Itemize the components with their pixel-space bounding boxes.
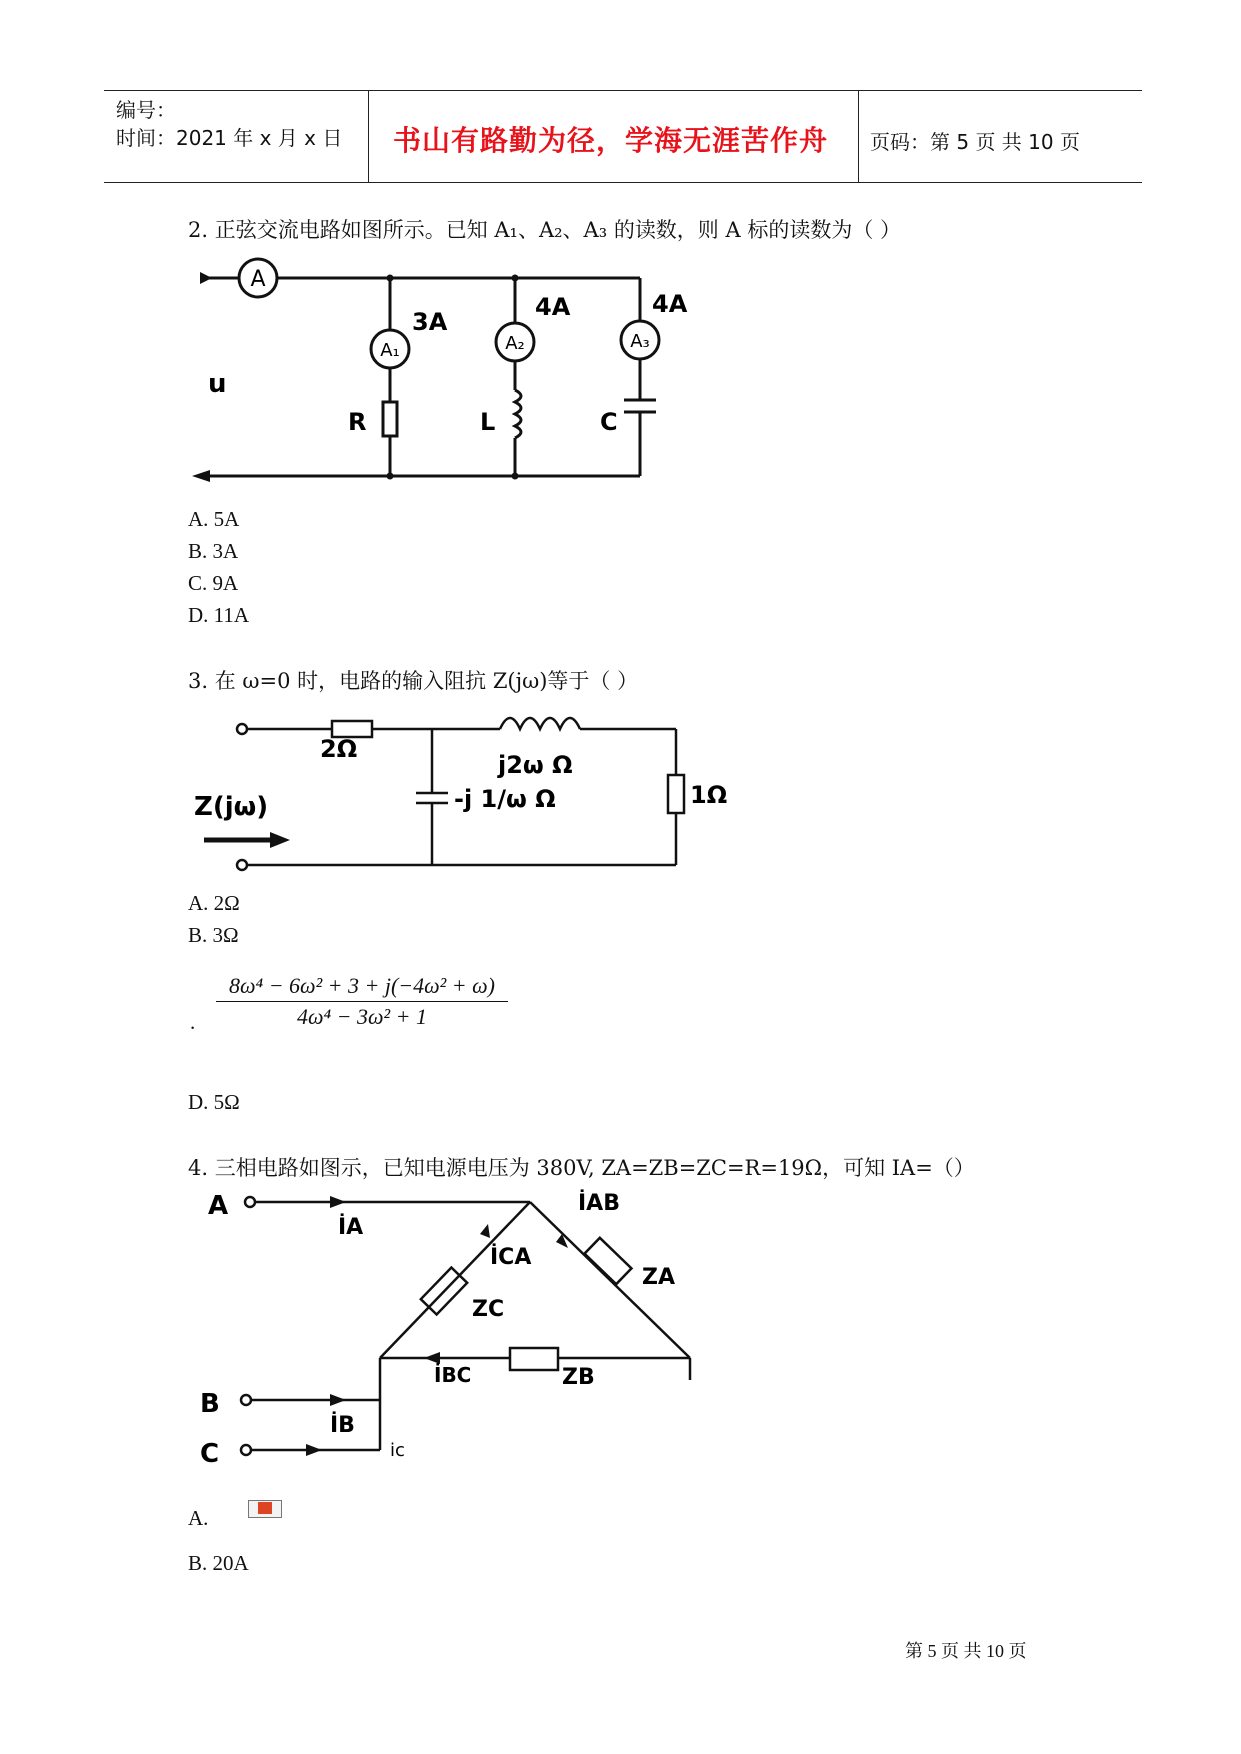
current-ibc-label: İBC (434, 1363, 472, 1387)
q3-option-b: B. 3Ω (188, 923, 239, 947)
capacitor-impedance-label: -j 1/ω Ω (454, 785, 556, 813)
broken-image-icon (248, 1500, 282, 1518)
current-ic-label: ic (390, 1440, 405, 1461)
resistor-label: R (348, 408, 367, 436)
q3-option-c-fraction (216, 973, 508, 1030)
inductor-label: L (480, 408, 496, 436)
fraction-denominator: 4ω⁴ − 3ω² + 1 (296, 1004, 427, 1029)
question-3-stem: 3. 在 ω=0 时，电路的输入阻抗 Z(jω)等于（ ） (188, 669, 639, 693)
q3-option-c-marker: . (190, 1010, 196, 1034)
impedance-za-label: ZA (642, 1265, 675, 1290)
ammeter-a2-label: A₂ (505, 333, 525, 354)
a1-reading: 3A (412, 308, 448, 336)
q3-option-a: A. 2Ω (188, 891, 240, 915)
current-ia-label: İA (338, 1215, 364, 1240)
current-ica-label: İCA (490, 1245, 532, 1270)
question-4-stem: 4. 三相电路如图示，已知电源电压为 380V, ZA=ZB=ZC=R=19Ω，可知 IA=（） (188, 1156, 975, 1180)
ammeter-a1-label: A₁ (380, 340, 400, 361)
impedance-zb-label: ZB (562, 1365, 595, 1390)
phase-a-label: A (208, 1191, 229, 1221)
question-3-circuit-diagram (190, 695, 750, 885)
header-top-rule (104, 90, 1142, 91)
header-divider-right (858, 90, 859, 182)
source-label: u (208, 369, 227, 399)
inductor-impedance-label: j2ω Ω (498, 751, 573, 779)
question-2-stem: 2. 正弦交流电路如图所示。已知 A₁、A₂、A₃ 的读数，则 A 标的读数为（ ） (188, 218, 902, 242)
q2-option-a: A. 5A (188, 507, 240, 531)
phase-b-label: B (200, 1389, 220, 1419)
a2-reading: 4A (535, 293, 571, 321)
header-divider-left (368, 90, 369, 182)
header-bottom-rule (104, 182, 1142, 183)
input-terminal-arrow-icon (192, 470, 210, 482)
page-code: 页码：第 5 页 共 10 页 (870, 130, 1080, 154)
resistor-2ohm-label: 2Ω (320, 735, 358, 763)
header-motto: 书山有路勤为径，学海无涯苦作舟 (393, 124, 829, 157)
q2-option-d: D. 11A (188, 603, 250, 627)
a3-reading: 4A (652, 290, 688, 318)
q2-option-c: C. 9A (188, 571, 239, 595)
q4-option-a-label: A. (188, 1506, 209, 1530)
capacitor-label: C (600, 408, 618, 436)
ammeter-a-label: A (250, 267, 266, 292)
document-number-label: 编号： (116, 98, 176, 122)
resistor-1ohm-label: 1Ω (690, 781, 728, 809)
question-4-circuit-diagram (190, 1180, 730, 1470)
document-date: 时间：2021 年 x 月 x 日 (116, 126, 343, 150)
fraction-numerator: 8ω⁴ − 6ω² + 3 + j(−4ω² + ω) (229, 973, 495, 998)
impedance-zc-label: ZC (472, 1297, 505, 1322)
fraction-bar (216, 1001, 508, 1002)
q2-option-b: B. 3A (188, 539, 239, 563)
question-2-circuit-diagram (190, 250, 710, 500)
q4-option-b: B. 20A (188, 1551, 249, 1575)
input-impedance-label: Z(jω) (194, 792, 269, 822)
q3-option-d: D. 5Ω (188, 1090, 240, 1114)
phase-c-label: C (200, 1439, 220, 1469)
ammeter-a3-label: A₃ (630, 331, 650, 352)
current-ib-label: İB (330, 1413, 355, 1438)
page-footer: 第 5 页 共 10 页 (905, 1641, 1027, 1661)
current-iab-label: İAB (578, 1191, 620, 1216)
